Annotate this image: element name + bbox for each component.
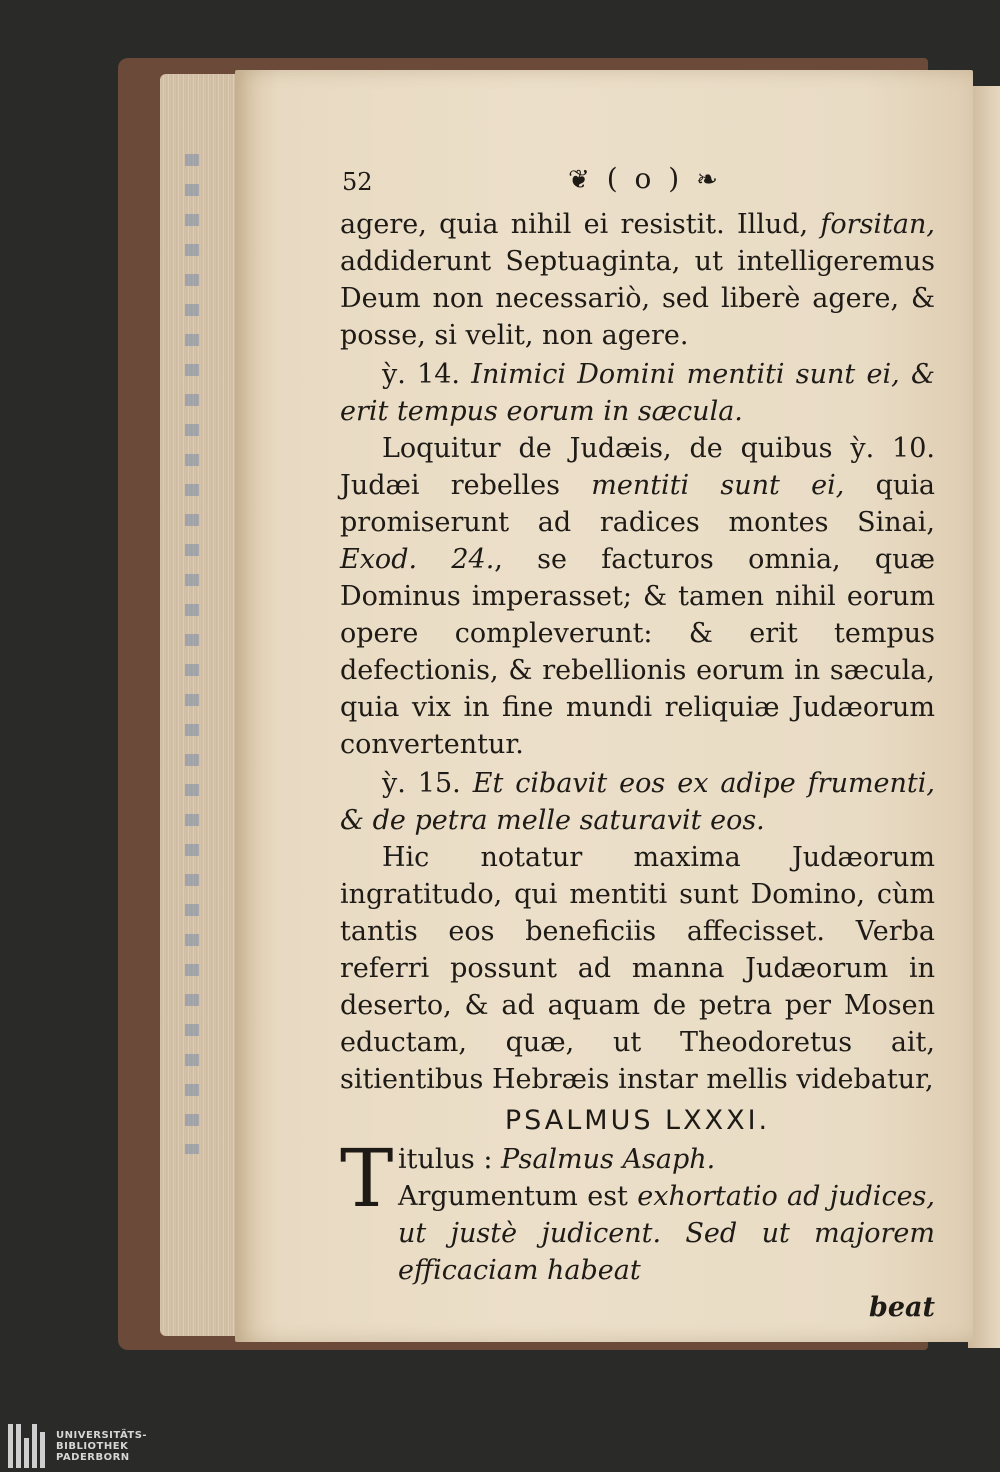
psalm-heading: PSALMUS LXXXI. (504, 1105, 771, 1136)
running-header (340, 160, 935, 206)
library-name: UNIVERSITÄTS- BIBLIOTHEK PADERBORN (56, 1429, 148, 1463)
library-logo (8, 1424, 147, 1468)
header-center: ( o ) (606, 162, 684, 195)
drop-cap: T (340, 1132, 394, 1225)
fleuron-right-icon: ❧ (696, 165, 722, 195)
library-logo-icon (8, 1424, 48, 1468)
paragraph-2: Loquitur de Judæis, de quibus ỳ. 10. Judæi rebelles mentiti sunt ei, quia promiserunt ad radices montes Sinai, Exod. 24., se facturos omnia, quæ Dominus imperasset; & tamen nihil eorum opere compleverunt: & erit tempus defectionis, & rebellionis eorum in sæcula, quia vix in fine mundi reliquiæ Judæorum convertentur. (340, 433, 935, 760)
argument-line: Argumentum est exhortatio ad judices, ut justè judicent. Sed ut majorem efficaciam habeat (398, 1181, 935, 1286)
paragraph-3: Hic notatur maxima Judæorum ingratitudo, qui mentiti sunt Domino, cùm tantis eos beneficiis affecisset. Verba referri possunt ad manna Judæorum in deserto, & ad aquam de petra per Mosen eductam, quæ, ut Theodoretus ait, sitientibus Hebræis instar mellis videbatur, (340, 842, 935, 1095)
psalm-title-line: T itulus : Psalmus Asaph. (340, 1132, 716, 1225)
page-text-block (340, 160, 935, 1326)
verse-label: ỳ. 15. (382, 768, 461, 799)
verse-label: ỳ. 14. (382, 359, 461, 390)
verse-text: Et cibavit eos ex adipe frumenti, & de petra melle saturavit eos. (340, 768, 935, 836)
verse-15 (340, 765, 935, 839)
verse-text: Inimici Domini mentiti sunt ei, & erit tempus eorum in sæcula. (340, 359, 936, 427)
verse-14 (340, 356, 935, 430)
catchword: beat (868, 1292, 935, 1323)
page-number: 52 (342, 168, 373, 196)
fleuron-left-icon: ❦ (568, 165, 594, 195)
header-ornament (568, 160, 722, 199)
paragraph-1: agere, quia nihil ei resistit. Illud, forsitan, addiderunt Septuaginta, ut intelligeremus Deum non necessariò, sed liberè agere, & posse, si velit, non agere. (340, 209, 935, 351)
